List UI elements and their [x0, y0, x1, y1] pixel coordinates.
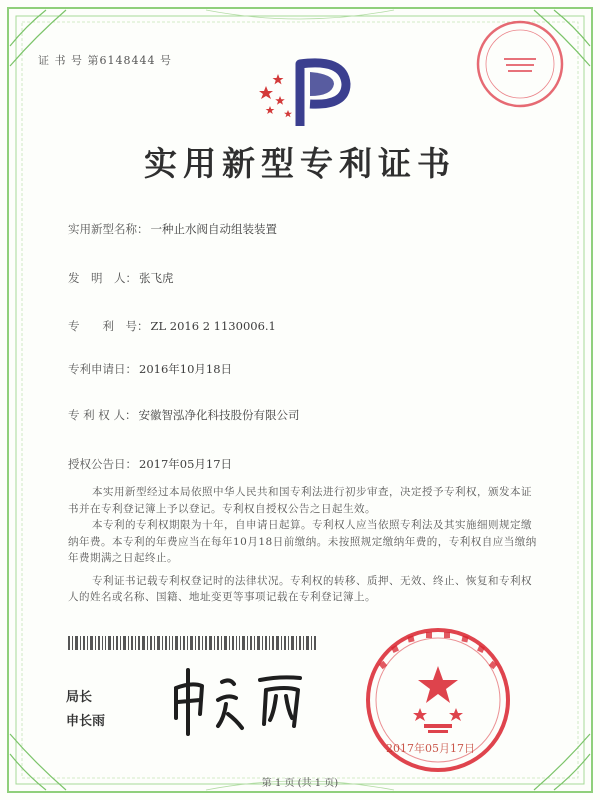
field-value: ZL 2016 2 1130006.1: [150, 319, 276, 333]
field-value: 张飞虎: [139, 271, 174, 285]
handwritten-signature: [168, 660, 318, 740]
body-paragraph-3: 专利证书记载专利权登记时的法律状况。专利权的转移、质押、无效、终止、恢复和专利权人的姓名或名称、国籍、地址变更等事项记载在专利登记簿上。: [68, 574, 532, 603]
grant-date-field: [68, 456, 232, 472]
page-number: 第 1 页 (共 1 页): [261, 778, 339, 789]
field-label: 专 利 权 人：: [68, 408, 137, 422]
field-value: 安徽智泓净化科技股份有限公司: [138, 408, 300, 422]
field-value: 2016年10月18日: [139, 362, 233, 376]
seal-date: 2017年05月17日: [386, 742, 475, 755]
body-paragraph-2: 本专利的专利权期限为十年，自申请日起算。专利权人应当依照专利法及其实施细则规定缴纳年费。本专利的年费应当在每年10月18日前缴纳。未按照规定缴纳年费的，专利权自应当缴纳年费期满之日起终止。: [68, 519, 537, 564]
field-label: 专 利 号：: [68, 319, 149, 333]
field-value: 一种止水阀自动组装装置: [150, 222, 277, 236]
field-value: 2017年05月17日: [139, 457, 233, 471]
utility-model-name-field: [68, 221, 277, 237]
certificate-number: 证 书 号 第6148444 号: [38, 54, 172, 67]
patent-number-field: [68, 318, 276, 334]
certificate-title: 实用新型专利证书: [144, 144, 456, 183]
field-label: 发 明 人：: [68, 271, 137, 285]
barcode: [68, 636, 318, 650]
field-label: 专利申请日：: [68, 362, 137, 376]
patent-office-logo: [248, 52, 360, 132]
application-date-field: [68, 361, 232, 377]
director-name: 申长雨: [66, 714, 106, 729]
patentee-field: [68, 407, 299, 423]
body-paragraph-1: 本实用新型经过本局依照中华人民共和国专利法进行初步审查，决定授予专利权，颁发本证书并在专利登记簿上予以登记。专利权自授权公告之日起生效。: [68, 486, 532, 515]
director-title: 局长: [66, 690, 93, 705]
field-label: 授权公告日：: [68, 457, 137, 471]
top-seal-stamp: [474, 18, 566, 110]
field-label: 实用新型名称：: [68, 222, 149, 236]
official-red-seal: [358, 622, 518, 782]
certificate-body: [68, 484, 538, 606]
inventor-field: [68, 270, 174, 286]
